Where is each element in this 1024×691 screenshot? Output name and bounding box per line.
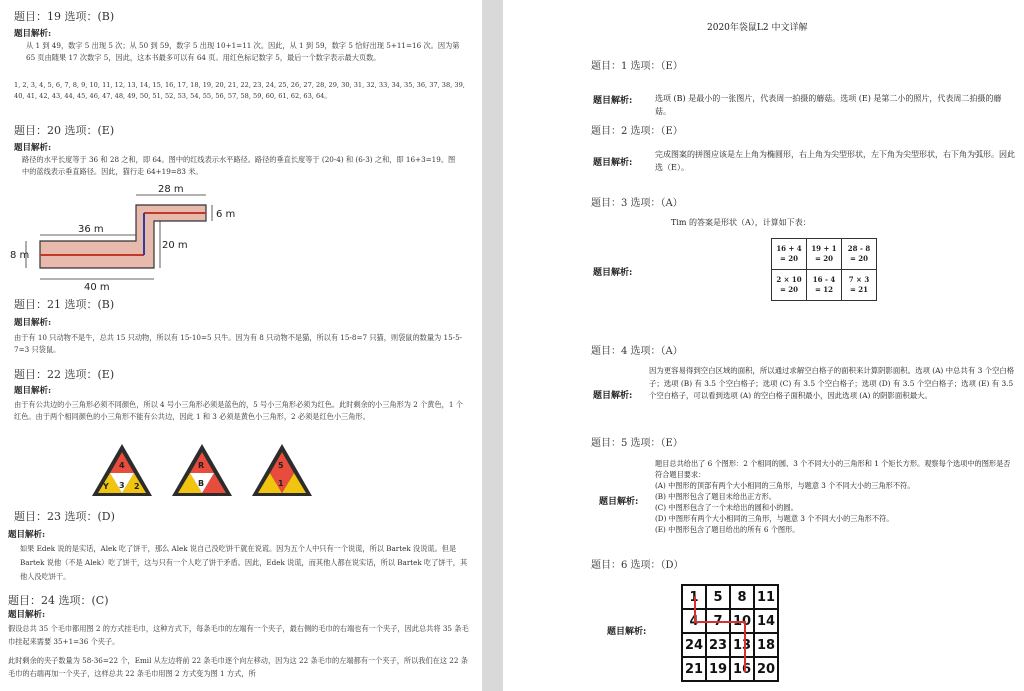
- svg-text:Y: Y: [103, 482, 109, 491]
- r-q1-analysis-label: 题目解析:: [593, 96, 633, 106]
- grid-cell: 24: [682, 633, 706, 657]
- r-q5-title: 题目：5 选项：（E）: [591, 438, 683, 449]
- dim-6m: 6 m: [216, 209, 236, 220]
- svg-text:B: B: [198, 479, 205, 488]
- q19-text: 从 1 到 49，数字 5 出现 5 次；从 50 到 59，数字 5 出现 10+1=11 次。因此，从 1 到 59，数字 5 恰好出现 5+11=16 次。因为第 65 页由随果 17 次数字 5，因此，这本书最多可以有 64 页。用红色标记数字 5，最后一个数字表示最大页数。: [26, 41, 460, 62]
- grid-cell: 20: [754, 657, 778, 681]
- r-q1-text: 选项 (B) 是最小的一张图片，代表周一拍摄的蘑菇。选项 (E) 是第二小的照片，代表周二拍摄的蘑菇。: [655, 94, 1002, 116]
- calc-cell: 16 + 4 = 20: [772, 239, 807, 270]
- grid-cell: 16: [730, 657, 754, 681]
- r-q6-number-grid: [681, 584, 779, 682]
- r-q4-title: 题目：4 选项：（A）: [591, 346, 683, 357]
- q20-analysis-label: 题目解析:: [14, 143, 52, 153]
- r-q5-option-e: (E) 中图形包含了题目给出的所有 6 个图形。: [655, 525, 800, 534]
- calc-cell: 28 - 8 = 20: [842, 239, 877, 270]
- grid-cell: 1: [682, 585, 706, 609]
- r-q3-intro: Tim 的答案是形状（A），计算如下表：: [671, 218, 811, 227]
- r-q1-title: 题目：1 选项：（E）: [591, 61, 683, 72]
- grid-cell: 23: [706, 633, 730, 657]
- triangle-solution-3: [252, 444, 312, 496]
- dim-20m: 20 m: [162, 240, 188, 251]
- grid-cell: 14: [754, 609, 778, 633]
- grid-cell: 13: [730, 633, 754, 657]
- grid-cell: 11: [754, 585, 778, 609]
- q20-path-figure: [10, 183, 270, 293]
- q23-text: 如果 Edek 说的是实话，Alek 吃了饼干，那么 Alek 说自己没吃饼干就在说谎。因为五个人中只有一个说谎，所以 Bartek 没说谎。但是 Bartek 说他（不是 Alek）吃了饼干，这与只有一个人吃了饼干矛盾。因此，Edek 说谎，而其他人都在说实话，所以 Bartek 吃了饼干，其他人没吃饼干。: [20, 544, 468, 581]
- calc-cell: 2 × 10 = 20: [772, 270, 807, 301]
- r-q6-analysis-label: 题目解析:: [607, 627, 647, 637]
- q22-title: 题目：22 选项：(E): [14, 368, 115, 381]
- grid-cell: 18: [754, 633, 778, 657]
- q23-title: 题目：23 选项：(D): [14, 510, 115, 523]
- r-q4-text: 因为更容易得到空白区域的面积，所以通过求解空白格子的面积来计算阴影面积。选项 (A) 中总共有 3 个空白格子；选项 (B) 有 3.5 个空白格子；选项 (C) 有 3.5 个空白格子；选项 (D) 有 3.5 个空白格子；选项 (E) 有 3.5 个空白格子，可以看到选项 (A) 的空白格子面积最小，因此选项 (A) 的阴影面积最大。: [649, 366, 1015, 400]
- q20-text: 路径的水平长度等于 36 和 28 之和，即 64。图中的红线表示水平路径。路径的垂直长度等于 (20-4) 和 (6-3) 之和，即 16+3=19。图中的蓝线表示垂直路径。因此，猫行走 64+19=83 米。: [22, 155, 456, 176]
- r-q5-text: [655, 458, 1017, 535]
- dim-36m: 36 m: [78, 224, 104, 235]
- left-page: [0, 0, 482, 691]
- q19-sequence: 1, 2, 3, 4, 5, 6, 7, 8, 9, 10, 11, 12, 13, 14, 15, 16, 17, 18, 19, 20, 21, 22, 23, 24, 25, 26, 27, 28, 29, 30, 31, 32, 33, 34, 35, 36, 37, 38, 39, 40, 41, 42, 43, 44, 45, 46, 47, 48, 49, 50, 51, 52, 53, 54, 55, 56, 57, 58, 59, 60, 61, 62, 63, 64。: [14, 81, 465, 100]
- r-q3-title: 题目：3 选项：（A）: [591, 198, 683, 209]
- grid-cell: 7: [706, 609, 730, 633]
- r-q5-option-c: (C) 中图形包含了一个未给出的圆和小的圆。: [655, 503, 798, 512]
- calc-cell: 7 × 3 = 21: [842, 270, 877, 301]
- q20-title: 题目：20 选项：(E): [14, 124, 115, 137]
- dim-28m: 28 m: [158, 184, 184, 195]
- r-q5-intro: 题目总共给出了 6 个图形：2 个相同的圆、3 个不同大小的三角形和 1 个矩长方形。观察每个选项中的图形是否符合题目要求：: [655, 459, 1011, 479]
- right-page: [503, 0, 1024, 691]
- r-q2-analysis-label: 题目解析:: [593, 158, 633, 168]
- q21-text: 由于有 10 只动物不是牛，总共 15 只动物，所以有 15-10=5 只牛。因为有 8 只动物不是猫，所以有 15-8=7 只猫，则袋鼠的数量为 15-5-7=3 只袋鼠。: [14, 333, 463, 354]
- q23-analysis-label: 题目解析:: [8, 530, 46, 540]
- dim-40m: 40 m: [84, 282, 110, 293]
- svg-text:4: 4: [119, 461, 125, 470]
- q24-title: 题目：24 选项：(C): [8, 594, 109, 607]
- q21-title: 题目：21 选项：(B): [14, 298, 115, 311]
- svg-text:1: 1: [278, 479, 284, 488]
- q22-text: 由于有公共边的小三角形必须不同颜色，所以 4 号小三角形必须是蓝色的，5 号小三角形必须为红色。此时剩余的小三角形为 2 个黄色，1 个红色。由于两个相同颜色的小三角形不能有公共边，因此 1 和 3 必须是黄色小三角形，2 必须是红色小三角形。: [14, 400, 463, 421]
- svg-text:2: 2: [134, 482, 140, 491]
- page-header: 2020年袋鼠L2 中文详解: [707, 23, 808, 33]
- q19-analysis-label: 题目解析:: [14, 29, 52, 39]
- q19-title: 题目：19 选项：(B): [14, 10, 115, 23]
- q22-analysis-label: 题目解析:: [14, 386, 52, 396]
- q24-text-2: 此时剩余的夹子数量为 58-36=22 个，Emil 从左边将前 22 条毛巾逐个向左移动，因为这 22 条毛巾的左端都有一个夹子，所以我们在这 22 条毛巾的右端再加一个夹子，这样总共 22 条毛巾用图 2 方式变为图 1 方式，所: [8, 656, 468, 678]
- r-q3-calc-table: [771, 238, 877, 301]
- triangle-solution-1: [92, 444, 152, 496]
- r-q6-title: 题目：6 选项：（D）: [591, 560, 684, 571]
- q21-analysis-label: 题目解析:: [14, 318, 52, 328]
- r-q5-option-a: (A) 中图形的顶部有两个大小相同的三角形，与题意 3 个不同大小的三角形不符。: [655, 481, 915, 490]
- svg-text:5: 5: [278, 461, 284, 470]
- calc-cell: 19 + 1 = 20: [807, 239, 842, 270]
- r-q2-title: 题目：2 选项：（E）: [591, 126, 683, 137]
- svg-text:3: 3: [119, 481, 125, 490]
- r-q5-option-d: (D) 中图形有两个大小相同的三角形，与题意 3 个不同大小的三角形不符。: [655, 514, 894, 523]
- grid-cell: 5: [706, 585, 730, 609]
- r-q2-text: 完成图案的拼图应该是左上角为椭圆形，右上角为尖型形状，左下角为尖型形状，右下角为弧形。因此选（E）。: [655, 150, 1015, 172]
- grid-cell: 4: [682, 609, 706, 633]
- q22-triangles-figure: [90, 440, 320, 498]
- grid-cell: 21: [682, 657, 706, 681]
- triangle-solution-2: [172, 444, 232, 496]
- dim-8m: 8 m: [10, 250, 30, 261]
- calc-cell: 16 - 4 = 12: [807, 270, 842, 301]
- r-q5-analysis-label: 题目解析:: [599, 497, 639, 507]
- grid-cell: 19: [706, 657, 730, 681]
- r-q5-option-b: (B) 中图形包含了题目未给出正方形。: [655, 492, 776, 501]
- q24-text: 假设总共 35 个毛巾都用图 2 的方式挂毛巾，这种方式下，每条毛巾的左端有一个夹子，最右侧的毛巾的右端也有一个夹子，因此总共将 35 条毛巾挂起来需要 35+1=36 个夹子。: [8, 624, 469, 646]
- grid-cell: 10: [730, 609, 754, 633]
- grid-cell: 8: [730, 585, 754, 609]
- r-q4-analysis-label: 题目解析:: [593, 391, 633, 401]
- q24-analysis-label: 题目解析:: [8, 610, 46, 620]
- svg-text:R: R: [198, 461, 205, 470]
- r-q3-analysis-label: 题目解析:: [593, 268, 633, 278]
